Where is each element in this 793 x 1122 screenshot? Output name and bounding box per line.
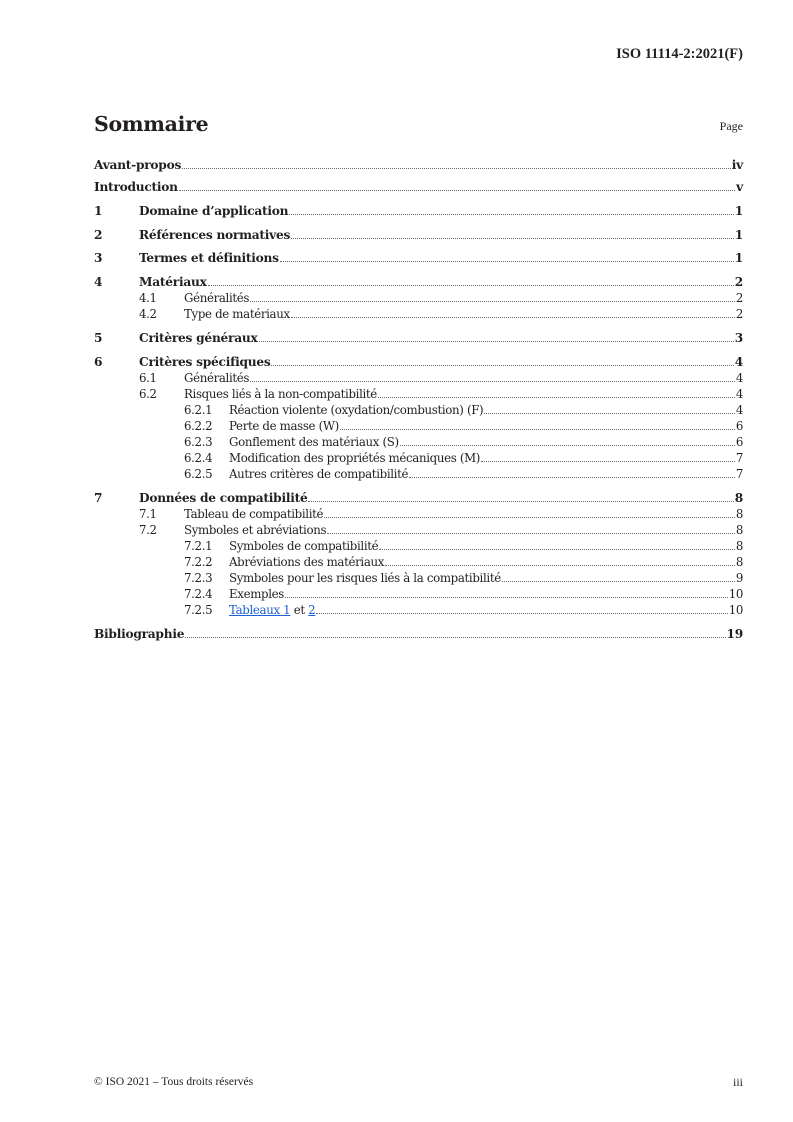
toc-entry-6-1[interactable] [94, 371, 743, 385]
leader-dots [280, 261, 734, 262]
toc-entry-text: Bibliographie [94, 627, 185, 641]
toc-entry-7-2-2[interactable] [94, 555, 743, 569]
leader-dots [285, 597, 728, 598]
toc-entry-number: 7.2.5 [184, 603, 213, 617]
leader-dots [182, 168, 731, 169]
toc-entry-text: Risques liés à la non-compatibilité [184, 387, 377, 401]
toc-entry-text: Généralités [184, 291, 250, 305]
toc-entry-page: 8 [735, 507, 743, 521]
toc-entry-number: 2 [94, 228, 103, 242]
leader-dots [271, 365, 733, 366]
leader-dots [259, 341, 734, 342]
toc-entry-number: 6.2.4 [184, 451, 213, 465]
leader-dots [409, 477, 735, 478]
toc-entry-number: 7.2 [139, 523, 157, 537]
toc-entry-text: Termes et définitions [139, 251, 279, 265]
leader-dots [400, 445, 735, 446]
toc-entry-number: 6.2.2 [184, 419, 213, 433]
leader-dots [481, 461, 735, 462]
toc-entry-page: 1 [734, 228, 743, 242]
toc-entry-6-2[interactable] [94, 387, 743, 401]
toc-entry-number: 6.2.5 [184, 467, 213, 481]
toc-entry-number: 4.2 [139, 307, 157, 321]
toc-entry-6-2-1[interactable] [94, 403, 743, 417]
toc-entry-page: 6 [735, 435, 743, 449]
leader-dots [308, 501, 733, 502]
toc-entry-text [229, 603, 315, 617]
toc-entry-text: Critères spécifiques [139, 355, 271, 369]
leader-dots [291, 317, 735, 318]
leader-dots [327, 533, 735, 534]
toc-entry-page: 4 [735, 387, 743, 401]
toc-entry-page: 3 [734, 331, 743, 345]
toc-entry-number: 7.2.3 [184, 571, 213, 585]
toc-entry-7-2-4[interactable] [94, 587, 743, 601]
toc-entry-bibliographie[interactable] [94, 627, 743, 641]
leader-dots [502, 581, 735, 582]
toc-entry-number: 7.2.2 [184, 555, 213, 569]
toc-entry-7-2-3[interactable] [94, 571, 743, 585]
toc-entry-6-2-2[interactable] [94, 419, 743, 433]
toc-entry-text: Exemples [229, 587, 284, 601]
toc-entry-page: 2 [734, 275, 743, 289]
toc-entry-page: 10 [728, 603, 743, 617]
copyright-notice: © ISO 2021 – Tous droits réservés [94, 1076, 254, 1088]
toc-entry-text: Critères généraux [139, 331, 258, 345]
toc-entry-page: 19 [726, 627, 743, 641]
toc-entry-number: 6 [94, 355, 103, 369]
toc-entry-number: 6.2.1 [184, 403, 213, 417]
toc-entry-page: 2 [735, 291, 743, 305]
toc-entry-text: Tableau de compatibilité [184, 507, 324, 521]
footer-page-number: iii [732, 1075, 743, 1089]
toc-entry-text: Domaine d’application [139, 204, 289, 218]
toc-entry-number: 6.1 [139, 371, 157, 385]
toc-entry-page: 8 [735, 555, 743, 569]
toc-entry-page: 10 [728, 587, 743, 601]
leader-dots [340, 429, 735, 430]
toc-entry-text: Réaction violente (oxydation/combustion) (F) [229, 403, 484, 417]
toc-entry-number: 1 [94, 204, 103, 218]
toc-entry-text: Introduction [94, 180, 178, 194]
toc-entry-4-1[interactable] [94, 291, 743, 305]
leader-dots [316, 613, 727, 614]
toc-entry-number: 6.2 [139, 387, 157, 401]
toc-entry-4[interactable] [94, 275, 743, 289]
toc-entry-text: Perte de masse (W) [229, 419, 339, 433]
toc-entry-6[interactable] [94, 355, 743, 369]
toc-entry-3[interactable] [94, 251, 743, 265]
leader-dots [291, 238, 734, 239]
toc-entry-1[interactable] [94, 204, 743, 218]
link-tableau-2[interactable]: 2 [308, 603, 316, 617]
toc-entry-page: 7 [735, 451, 743, 465]
toc-entry-text: Type de matériaux [184, 307, 290, 321]
leader-dots [250, 301, 735, 302]
link-tableau-1[interactable]: Tableaux 1 [229, 603, 291, 617]
toc-entry-page: 2 [735, 307, 743, 321]
document-id: ISO 11114-2:2021(F) [616, 46, 743, 62]
toc-entry-page: 8 [734, 491, 743, 505]
toc-entry-number: 5 [94, 331, 103, 345]
toc-entry-page: 1 [734, 251, 743, 265]
page-column-label: Page [719, 119, 743, 133]
leader-dots [379, 549, 735, 550]
toc-entry-text: Gonflement des matériaux (S) [229, 435, 399, 449]
toc-entry-6-2-4[interactable] [94, 451, 743, 465]
toc-entry-text: Avant-propos [94, 158, 182, 172]
toc-entry-page: 4 [735, 403, 743, 417]
toc-entry-page: 7 [735, 467, 743, 481]
toc-entry-page: iv [731, 158, 743, 172]
toc-entry-7[interactable] [94, 491, 743, 505]
toc-entry-number: 6.2.3 [184, 435, 213, 449]
toc-entry-page: v [736, 180, 743, 194]
leader-dots [250, 381, 735, 382]
toc-entry-page: 8 [735, 539, 743, 553]
toc-entry-number: 3 [94, 251, 103, 265]
toc-entry-7-1[interactable] [94, 507, 743, 521]
toc-entry-2[interactable] [94, 228, 743, 242]
leader-dots [324, 517, 735, 518]
toc-entry-number: 4 [94, 275, 103, 289]
toc-entry-number: 7 [94, 491, 103, 505]
toc-entry-text: Symboles pour les risques liés à la compatibilité [229, 571, 501, 585]
toc-entry-page: 8 [735, 523, 743, 537]
toc-entry-6-2-3[interactable] [94, 435, 743, 449]
toc-entry-6-2-5[interactable] [94, 467, 743, 481]
toc-entry-text: Symboles et abréviations [184, 523, 327, 537]
toc-entry-text: Données de compatibilité [139, 491, 308, 505]
toc-entry-page: 4 [734, 355, 743, 369]
toc-entry-number: 7.2.1 [184, 539, 213, 553]
toc-entry-text: Modification des propriétés mécaniques (M) [229, 451, 481, 465]
toc-entry-number: 7.1 [139, 507, 157, 521]
toc-entry-introduction[interactable] [94, 180, 743, 194]
page-title: Sommaire [94, 112, 209, 136]
leader-dots [289, 214, 734, 215]
link-separator: et [290, 603, 309, 617]
toc-entry-page: 4 [735, 371, 743, 385]
toc-entry-number: 4.1 [139, 291, 157, 305]
toc-entry-text: Abréviations des matériaux [229, 555, 385, 569]
toc-entry-number: 7.2.4 [184, 587, 213, 601]
leader-dots [378, 397, 735, 398]
toc-entry-7-2[interactable] [94, 523, 743, 537]
toc-entry-text: Références normatives [139, 228, 291, 242]
toc-entry-page: 6 [735, 419, 743, 433]
leader-dots [484, 413, 735, 414]
toc-entry-text: Autres critères de compatibilité [229, 467, 409, 481]
toc-entry-7-2-5[interactable] [94, 603, 743, 617]
leader-dots [208, 285, 734, 286]
toc-entry-text: Matériaux [139, 275, 207, 289]
toc-entry-4-2[interactable] [94, 307, 743, 321]
toc-entry-avant-propos[interactable] [94, 158, 743, 172]
toc-entry-text: Symboles de compatibilité [229, 539, 379, 553]
toc-entry-text: Généralités [184, 371, 250, 385]
leader-dots [179, 190, 735, 191]
leader-dots [185, 637, 725, 638]
toc-entry-page: 9 [735, 571, 743, 585]
toc-entry-7-2-1[interactable] [94, 539, 743, 553]
leader-dots [385, 565, 735, 566]
toc-entry-page: 1 [734, 204, 743, 218]
toc-entry-5[interactable] [94, 331, 743, 345]
